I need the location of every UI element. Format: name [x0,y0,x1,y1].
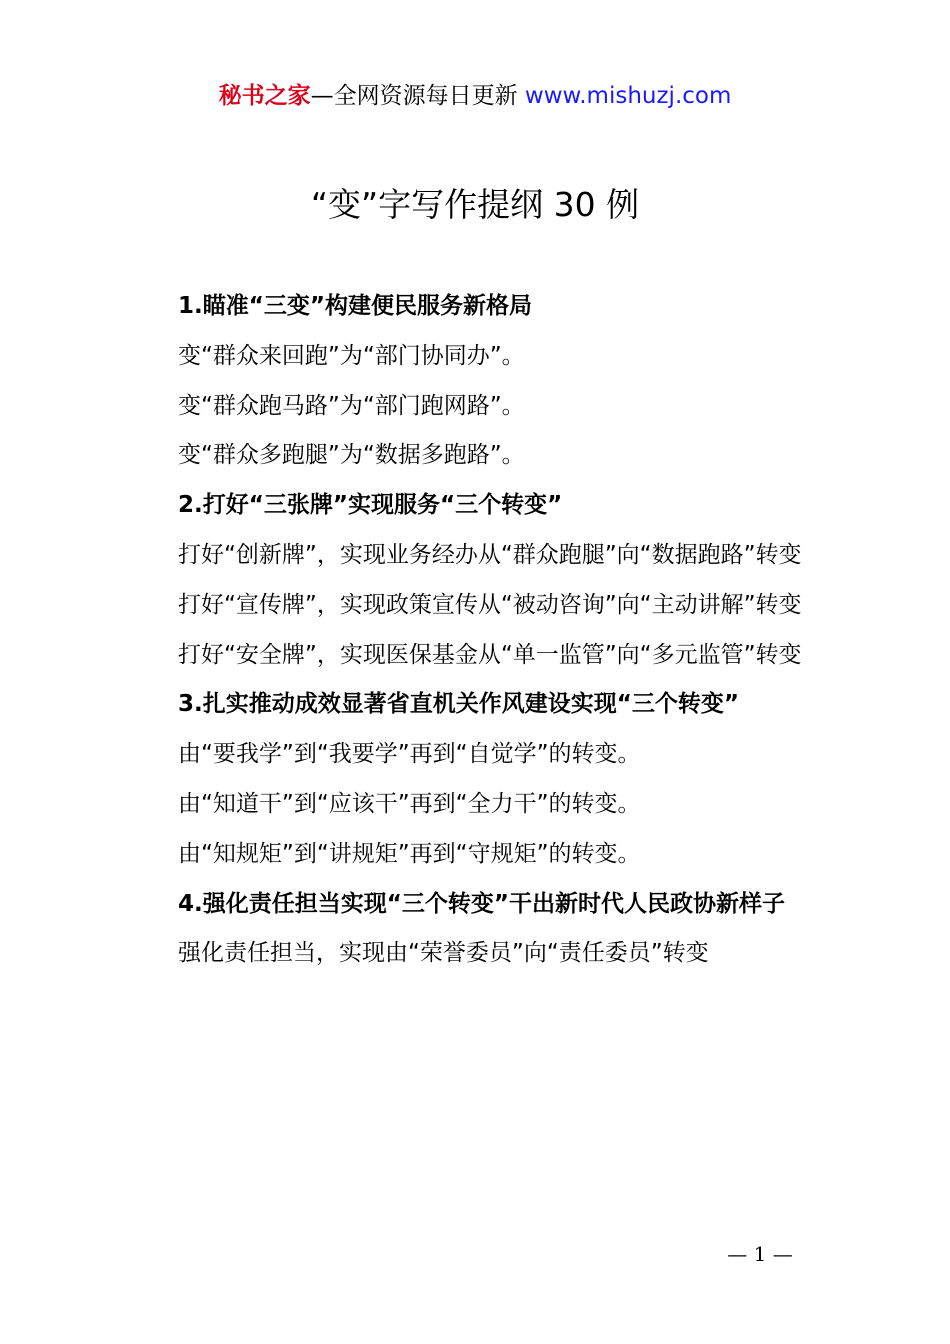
header-tagline: —全网资源每日更新 [310,83,518,109]
document-title: “变”字写作提纲 30 例 [310,185,640,224]
paragraph: 由“知规矩”到“讲规矩”再到“守规矩”的转变。 [178,840,641,867]
paragraph: 强化责任担当，实现由“荣誉委员”向“责任委员”转变 [178,940,709,967]
paragraph: 打好“宣传牌”，实现政策宣传从“被动咨询”向“主动讲解”转变 [178,591,802,618]
section-heading: 4.强化责任担当实现“三个转变”干出新时代人民政协新样子 [178,890,785,917]
paragraph: 变“群众多跑腿”为“数据多跑路”。 [178,442,525,469]
site-url-link[interactable]: www.mishuzj.com [524,83,732,109]
brand-name: 秘书之家 [218,83,311,109]
section-heading: 1.瞄准“三变”构建便民服务新格局 [178,293,532,319]
page-number: — 1 — [727,1242,793,1266]
paragraph: 由“要我学”到“我要学”再到“自觉学”的转变。 [178,741,641,768]
site-header [0,80,950,112]
paragraph: 打好“安全牌”，实现医保基金从“单一监管”向“多元监管”转变 [178,641,802,668]
section-heading: 3.扎实推动成效显著省直机关作风建设实现“三个转变” [178,691,739,718]
paragraph: 由“知道干”到“应该干”再到“全力干”的转变。 [178,790,641,817]
paragraph: 变“群众来回跑”为“部门协同办”。 [178,342,525,369]
section-heading: 2.打好“三张牌”实现服务“三个转变” [178,492,563,519]
paragraph: 变“群众跑马路”为“部门跑网路”。 [178,392,525,419]
document-body [128,282,832,979]
paragraph: 打好“创新牌”，实现业务经办从“群众跑腿”向“数据跑路”转变 [178,541,802,568]
